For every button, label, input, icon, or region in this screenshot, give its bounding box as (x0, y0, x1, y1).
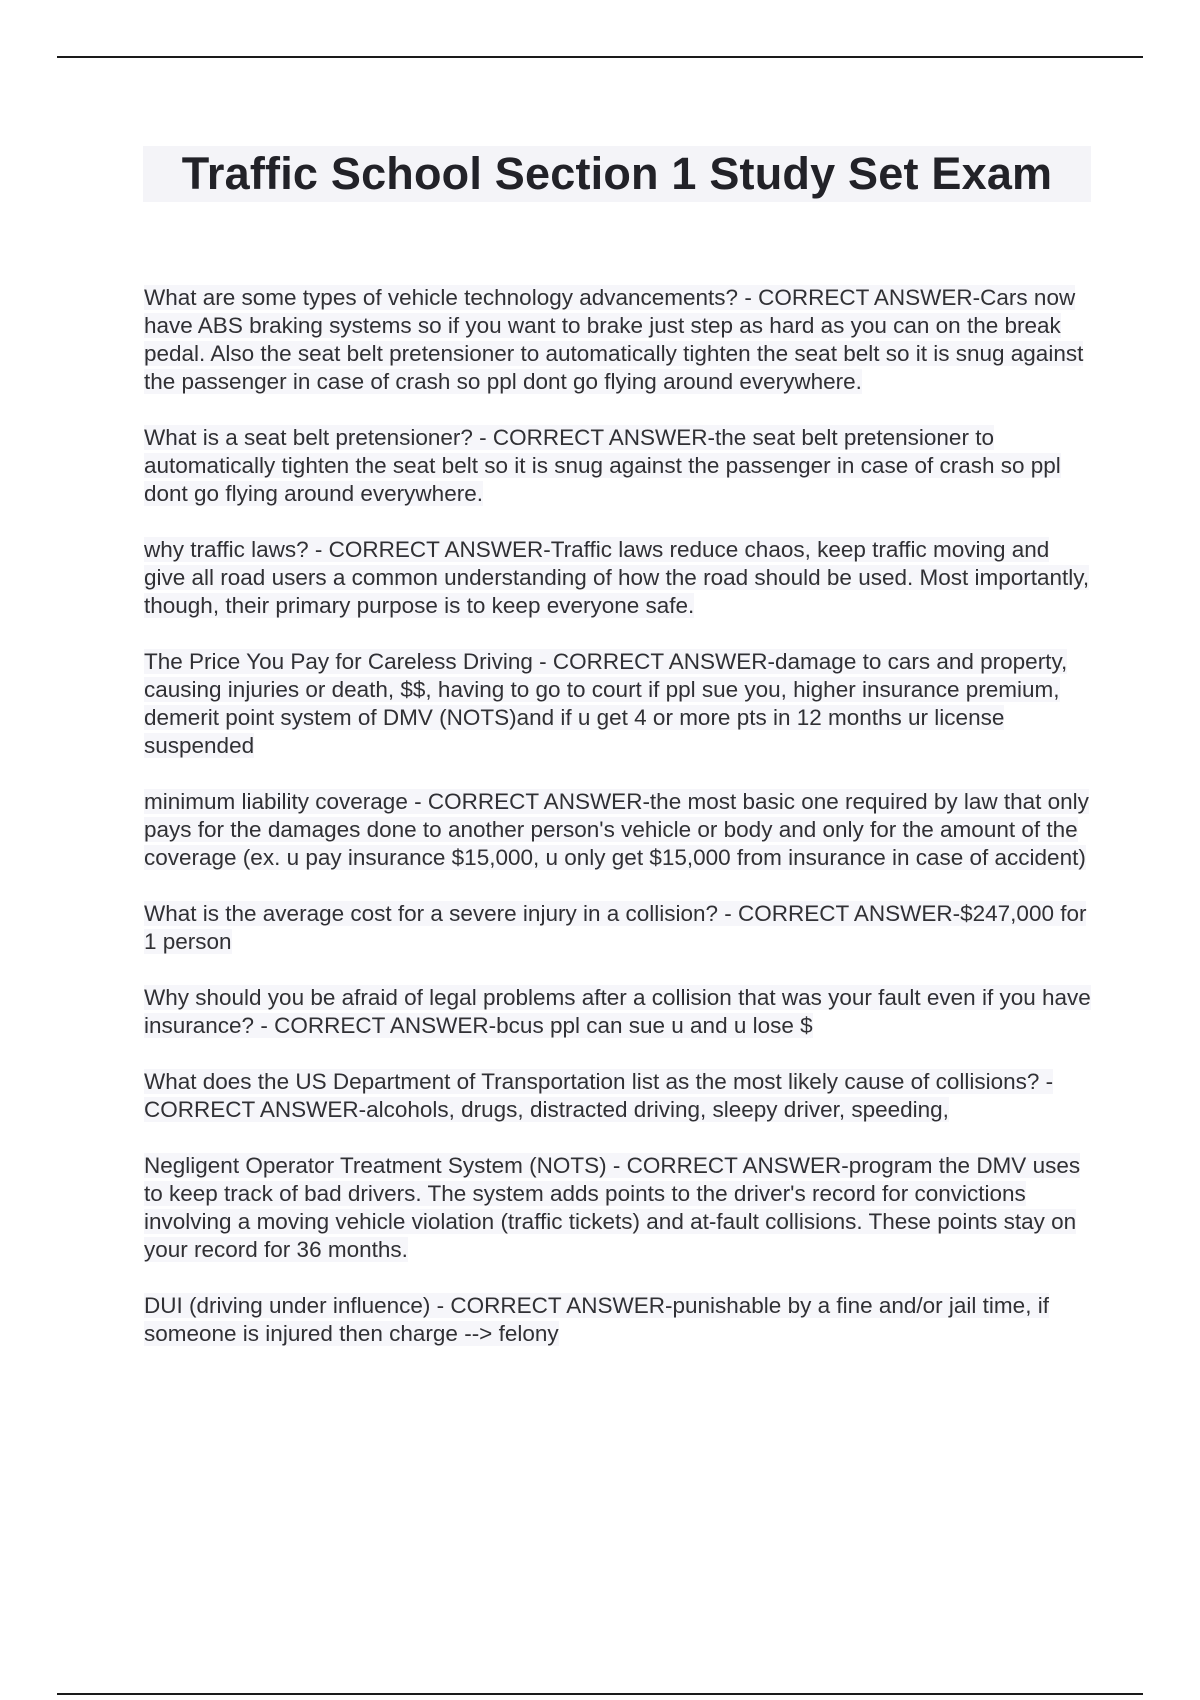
qa-item (144, 536, 1094, 620)
qa-item (144, 424, 1094, 508)
qa-text: What are some types of vehicle technology advancements? - CORRECT ANSWER-Cars now have ABS braking systems so if you want to brake just step as hard as you can on the break pedal. Also the seat belt pretensioner to automatically tighten the seat belt so it is snug against the passenger in case of crash so ppl dont go flying around everywhere. (144, 285, 1084, 394)
qa-text: What does the US Department of Transportation list as the most likely cause of collisions? - CORRECT ANSWER-alcohols, drugs, distracted driving, sleepy driver, speeding, (144, 1069, 1054, 1122)
qa-text: minimum liability coverage - CORRECT ANSWER-the most basic one required by law that only pays for the damages done to another person's vehicle or body and only for the amount of the coverage (ex. u pay insurance $15,000, u only get $15,000 from insurance in case of accident) (144, 789, 1089, 870)
qa-item (144, 900, 1094, 956)
qa-list (144, 284, 1094, 1376)
qa-item (144, 984, 1094, 1040)
qa-item (144, 284, 1094, 396)
qa-text: DUI (driving under influence) - CORRECT ANSWER-punishable by a fine and/or jail time, if someone is injured then charge --> felony (144, 1293, 1049, 1346)
qa-item (144, 1292, 1094, 1348)
qa-item (144, 1152, 1094, 1264)
page-title: Traffic School Section 1 Study Set Exam (181, 148, 1053, 199)
title-banner (143, 146, 1091, 202)
qa-item (144, 1068, 1094, 1124)
qa-item (144, 788, 1094, 872)
qa-text: The Price You Pay for Careless Driving - CORRECT ANSWER-damage to cars and property, causing injuries or death, $$, having to go to court if ppl sue you, higher insurance premium, demerit point system of DMV (NOTS)and if u get 4 or more pts in 12 months ur license suspended (144, 649, 1068, 758)
qa-text: Why should you be afraid of legal problems after a collision that was your fault even if you have insurance? - CORRECT ANSWER-bcus ppl can sue u and u lose $ (144, 985, 1091, 1038)
qa-item (144, 648, 1094, 760)
top-divider (57, 56, 1143, 58)
bottom-divider (57, 1693, 1143, 1695)
qa-text: What is the average cost for a severe injury in a collision? - CORRECT ANSWER-$247,000 for 1 person (144, 901, 1087, 954)
qa-text: why traffic laws? - CORRECT ANSWER-Traffic laws reduce chaos, keep traffic moving and give all road users a common understanding of how the road should be used. Most importantly, though, their primary purpose is to keep everyone safe. (144, 537, 1090, 618)
qa-text: What is a seat belt pretensioner? - CORRECT ANSWER-the seat belt pretensioner to automatically tighten the seat belt so it is snug against the passenger in case of crash so ppl dont go flying around everywhere. (144, 425, 1061, 506)
qa-text: Negligent Operator Treatment System (NOTS) - CORRECT ANSWER-program the DMV uses to keep track of bad drivers. The system adds points to the driver's record for convictions involving a moving vehicle violation (traffic tickets) and at-fault collisions. These points stay on your record for 36 months. (144, 1153, 1081, 1262)
